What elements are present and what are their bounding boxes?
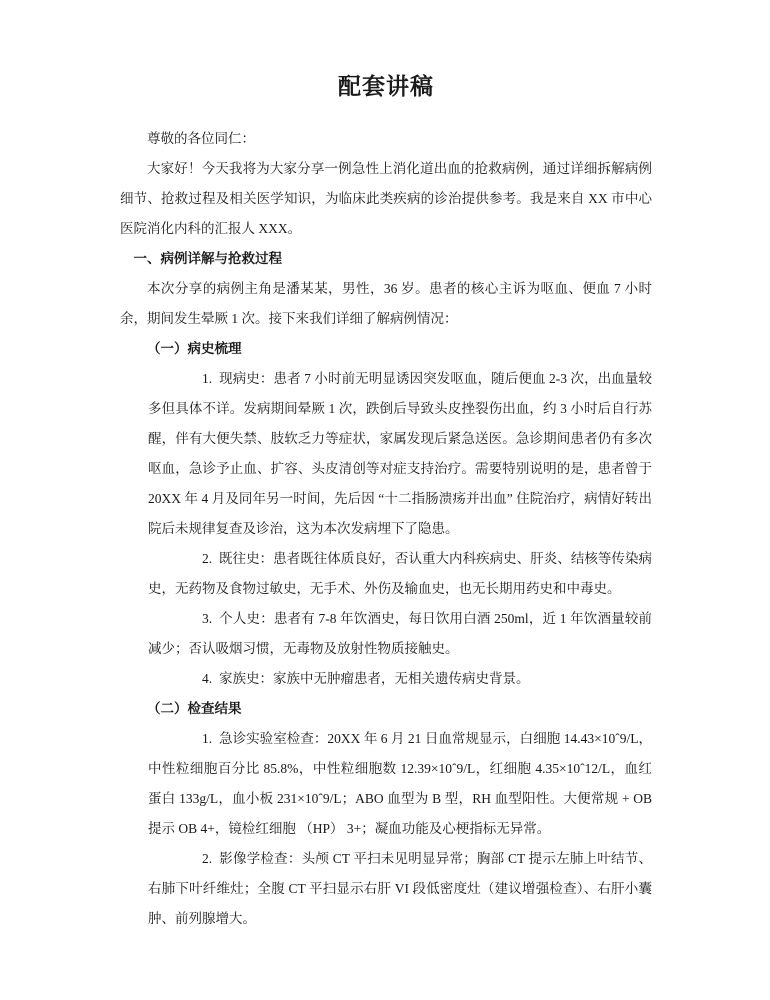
list-item-text: 既往史：患者既往体质良好，否认重大内科疾病史、肝炎、结核等传染病史，无药物及食物过敏史，无手术、外伤及输血史，也无长期用药史和中毒史。 (148, 550, 652, 596)
list-item (148, 604, 652, 664)
subsection-heading-examination: （二）检查结果 (147, 700, 242, 716)
list-item-number: 1. (202, 730, 213, 746)
list-item-text: 个人史：患者有 7-8 年饮酒史，每日饮用白酒 250ml，近 1 年饮酒量较前减少；否认吸烟习惯，无毒物及放射性物质接触史。 (148, 610, 652, 656)
list-item-text: 现病史：患者 7 小时前无明显诱因突发呕血，随后便血 2-3 次，出血量较多但具体不详。发病期间晕厥 1 次，跌倒后导致头皮挫裂伤出血，约 3 小时后自行苏醒，伴有大便失禁、肢软乏力等症状，家属发现后紧急送医。急诊期间患者仍有多次呕血，急诊予止血、扩容、头皮清创等对症支持治疗。需要特别说明的是，患者曾于 20XX 年 4 月及同年另一时间，先后因 “十二指肠溃疡并出血” 住院治疗，病情好转出院后未规律复查及诊治，这为本次发病埋下了隐患。 (148, 370, 652, 536)
list-item-number: 2. (202, 550, 213, 566)
page-title: 配套讲稿 (338, 74, 434, 99)
list-item-text: 家族史：家族中无肿瘤患者，无相关遗传病史背景。 (219, 670, 530, 686)
list-item-text: 急诊实验室检查：20XX 年 6 月 21 日血常规显示，白细胞 14.43×10ˆ9/L，中性粒细胞百分比 85.8%，中性粒细胞数 12.39×10ˆ9/L，红细胞 4.35×10ˆ12/L，血红蛋白 133g/L，血小板 231×10ˆ9/L；ABO 血型为 B 型，RH 血型阳性。大便常规 + OB 提示 OB 4+，镜检红细胞 （HP） 3+；凝血功能及心梗指标无异常。 (148, 730, 652, 836)
list-item-text: 影像学检查：头颅 CT 平扫未见明显异常；胸部 CT 提示左肺上叶结节、右肺下叶纤维灶；全腹 CT 平扫显示右肝 VI 段低密度灶（建议增强检查）、右肝小囊肿、前列腺增大。 (148, 850, 652, 926)
section-lead-paragraph: 本次分享的病例主角是潘某某，男性，36 岁。患者的核心主诉为呕血、便血 7 小时余，期间发生晕厥 1 次。接下来我们详细了解病例情况： (120, 280, 652, 326)
salutation-paragraph: 尊敬的各位同仁： (147, 130, 255, 146)
list-item-number: 3. (202, 610, 213, 626)
list-item (148, 724, 652, 844)
document-content (120, 72, 652, 934)
list-item-number: 4. (202, 670, 213, 686)
list-item (148, 664, 652, 694)
list-item (148, 364, 652, 544)
list-item-number: 1. (202, 370, 213, 386)
list-item (148, 544, 652, 604)
subsection-heading-history: （一）病史梳理 (147, 340, 242, 356)
section-heading-1: 一、病例详解与抢救过程 (133, 250, 282, 266)
list-item-number: 2. (202, 850, 213, 866)
list-item (148, 844, 652, 934)
intro-paragraph: 大家好！今天我将为大家分享一例急性上消化道出血的抢救病例，通过详细拆解病例细节、抢救过程及相关医学知识，为临床此类疾病的诊治提供参考。我是来自 XX 市中心医院消化内科的汇报人 XXX。 (120, 160, 652, 236)
